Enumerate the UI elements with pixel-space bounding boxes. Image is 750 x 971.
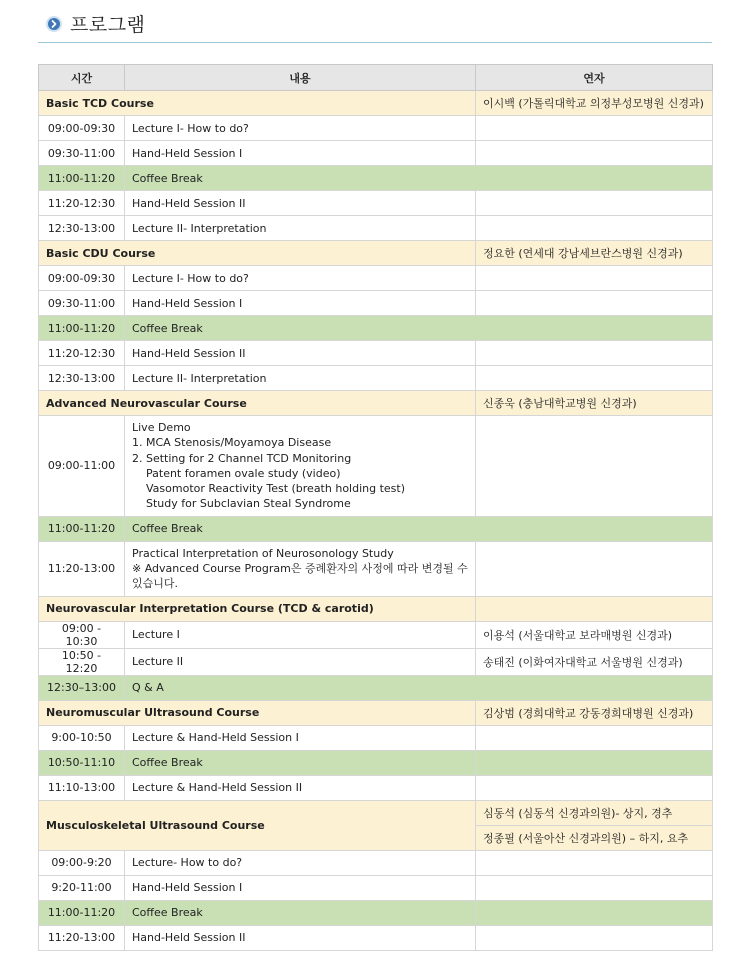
- session-time: 09:30-11:00: [39, 291, 125, 316]
- session-content: Lecture II- Interpretation: [125, 366, 476, 391]
- table-row: [39, 266, 713, 291]
- content-note: ※ Advanced Course Program은 증례환자의 사정에 따라 변경될 수 있습니다.: [132, 562, 468, 591]
- course-name: Basic CDU Course: [39, 241, 476, 266]
- course-speaker: 신종욱 (충남대학교병원 신경과): [476, 391, 713, 416]
- session-speaker: [476, 875, 713, 900]
- course-speaker: 정요한 (연세대 강남세브란스병원 신경과): [476, 241, 713, 266]
- break-content: Coffee Break: [125, 316, 713, 341]
- session-time: 09:00-9:20: [39, 850, 125, 875]
- session-speaker: [476, 341, 713, 366]
- header-content: 내용: [125, 65, 476, 91]
- session-content: [125, 416, 476, 517]
- break-row: [39, 316, 713, 341]
- session-time: 09:00-09:30: [39, 116, 125, 141]
- session-content: Lecture- How to do?: [125, 850, 476, 875]
- course-name: Neuromuscular Ultrasound Course: [39, 700, 476, 725]
- break-row: [39, 516, 713, 541]
- break-content: Coffee Break: [125, 750, 476, 775]
- course-speaker: 정종필 (서울아산 신경과의원) – 하지, 요추: [476, 825, 713, 850]
- session-speaker: [476, 416, 713, 517]
- page-header: [38, 0, 712, 43]
- course-row: [39, 800, 713, 825]
- session-time: 12:30-13:00: [39, 366, 125, 391]
- break-content: Coffee Break: [125, 166, 713, 191]
- program-table: [38, 64, 713, 951]
- content-line: 2. Setting for 2 Channel TCD Monitoring: [132, 451, 352, 465]
- table-row: [39, 925, 713, 950]
- break-row: [39, 750, 713, 775]
- course-row: [39, 241, 713, 266]
- course-name: Neurovascular Interpretation Course (TCD & carotid): [39, 596, 476, 621]
- table-row: [39, 725, 713, 750]
- table-row: [39, 850, 713, 875]
- session-content: Lecture II: [125, 648, 476, 675]
- content-line: Live Demo: [132, 421, 191, 434]
- break-time: 11:00-11:20: [39, 516, 125, 541]
- session-speaker: [476, 775, 713, 800]
- session-speaker: [476, 366, 713, 391]
- table-row: [39, 648, 713, 675]
- session-content: Hand-Held Session II: [125, 341, 476, 366]
- content-line: Vasomotor Reactivity Test (breath holding test): [146, 482, 406, 496]
- session-speaker: 이용석 (서울대학교 보라매병원 신경과): [476, 621, 713, 648]
- session-speaker: [476, 541, 713, 596]
- session-time: 09:00 - 10:30: [39, 621, 125, 648]
- session-content: Hand-Held Session I: [125, 875, 476, 900]
- header-speaker: 연자: [476, 65, 713, 91]
- circle-arrow-right-icon: [46, 16, 62, 32]
- session-time: 10:50 - 12:20: [39, 648, 125, 675]
- session-time: 09:00-11:00: [39, 416, 125, 517]
- content-line: Patent foramen ovale study (video): [146, 466, 341, 480]
- session-speaker: [476, 850, 713, 875]
- session-speaker: 송태진 (이화여자대학교 서울병원 신경과): [476, 648, 713, 675]
- session-content: Hand-Held Session I: [125, 291, 476, 316]
- table-row: [39, 141, 713, 166]
- table-row: [39, 875, 713, 900]
- session-content: Hand-Held Session II: [125, 191, 476, 216]
- table-row: [39, 775, 713, 800]
- course-speaker: [476, 596, 713, 621]
- session-speaker: [476, 266, 713, 291]
- table-row: [39, 291, 713, 316]
- break-row: [39, 166, 713, 191]
- session-speaker: [476, 216, 713, 241]
- break-time: 11:00-11:20: [39, 900, 125, 925]
- table-row: [39, 341, 713, 366]
- break-time: 12:30–13:00: [39, 675, 125, 700]
- session-content: Lecture I- How to do?: [125, 116, 476, 141]
- break-time: 10:50-11:10: [39, 750, 125, 775]
- course-speaker: 이시백 (가톨릭대학교 의정부성모병원 신경과): [476, 91, 713, 116]
- course-row: [39, 596, 713, 621]
- session-time: 09:30-11:00: [39, 141, 125, 166]
- session-content: Hand-Held Session II: [125, 925, 476, 950]
- session-time: 11:20-13:00: [39, 541, 125, 596]
- session-speaker: [476, 725, 713, 750]
- page-title: 프로그램: [70, 14, 146, 36]
- course-speaker: 김상범 (경희대학교 강동경희대병원 신경과): [476, 700, 713, 725]
- session-time: 9:20-11:00: [39, 875, 125, 900]
- header-time: 시간: [39, 65, 125, 91]
- break-content: Q & A: [125, 675, 713, 700]
- session-content: Lecture I- How to do?: [125, 266, 476, 291]
- course-name: Musculoskeletal Ultrasound Course: [39, 800, 476, 850]
- session-time: 12:30-13:00: [39, 216, 125, 241]
- course-row: [39, 391, 713, 416]
- table-row: [39, 621, 713, 648]
- session-speaker: [476, 291, 713, 316]
- course-name: Basic TCD Course: [39, 91, 476, 116]
- break-row: [39, 900, 713, 925]
- session-time: 09:00-09:30: [39, 266, 125, 291]
- break-row: [39, 675, 713, 700]
- session-time: 9:00-10:50: [39, 725, 125, 750]
- session-content: Lecture I: [125, 621, 476, 648]
- course-row: [39, 700, 713, 725]
- session-content: Lecture II- Interpretation: [125, 216, 476, 241]
- session-time: 11:20-13:00: [39, 925, 125, 950]
- course-name: Advanced Neurovascular Course: [39, 391, 476, 416]
- session-speaker: [476, 925, 713, 950]
- session-content: [125, 541, 476, 596]
- session-speaker: [476, 191, 713, 216]
- break-content: Coffee Break: [125, 900, 476, 925]
- session-speaker: [476, 116, 713, 141]
- table-row: [39, 116, 713, 141]
- content-line: 1. MCA Stenosis/Moyamoya Disease: [132, 436, 332, 450]
- table-row: [39, 541, 713, 596]
- session-content: Lecture & Hand-Held Session II: [125, 775, 476, 800]
- content-line: Practical Interpretation of Neurosonology Study: [132, 546, 394, 560]
- table-row: [39, 191, 713, 216]
- table-row: [39, 216, 713, 241]
- session-content: Lecture & Hand-Held Session I: [125, 725, 476, 750]
- break-speaker: [476, 900, 713, 925]
- session-speaker: [476, 141, 713, 166]
- content-line: Study for Subclavian Steal Syndrome: [146, 497, 351, 511]
- course-row: [39, 91, 713, 116]
- break-content: Coffee Break: [125, 516, 713, 541]
- session-time: 11:20-12:30: [39, 341, 125, 366]
- break-speaker: [476, 750, 713, 775]
- break-time: 11:00-11:20: [39, 166, 125, 191]
- course-speaker: 심동석 (심동석 신경과의원)- 상지, 경추: [476, 800, 713, 825]
- table-row: [39, 366, 713, 391]
- session-time: 11:10-13:00: [39, 775, 125, 800]
- table-header-row: [39, 65, 713, 91]
- table-row: [39, 416, 713, 517]
- session-time: 11:20-12:30: [39, 191, 125, 216]
- break-time: 11:00-11:20: [39, 316, 125, 341]
- session-content: Hand-Held Session I: [125, 141, 476, 166]
